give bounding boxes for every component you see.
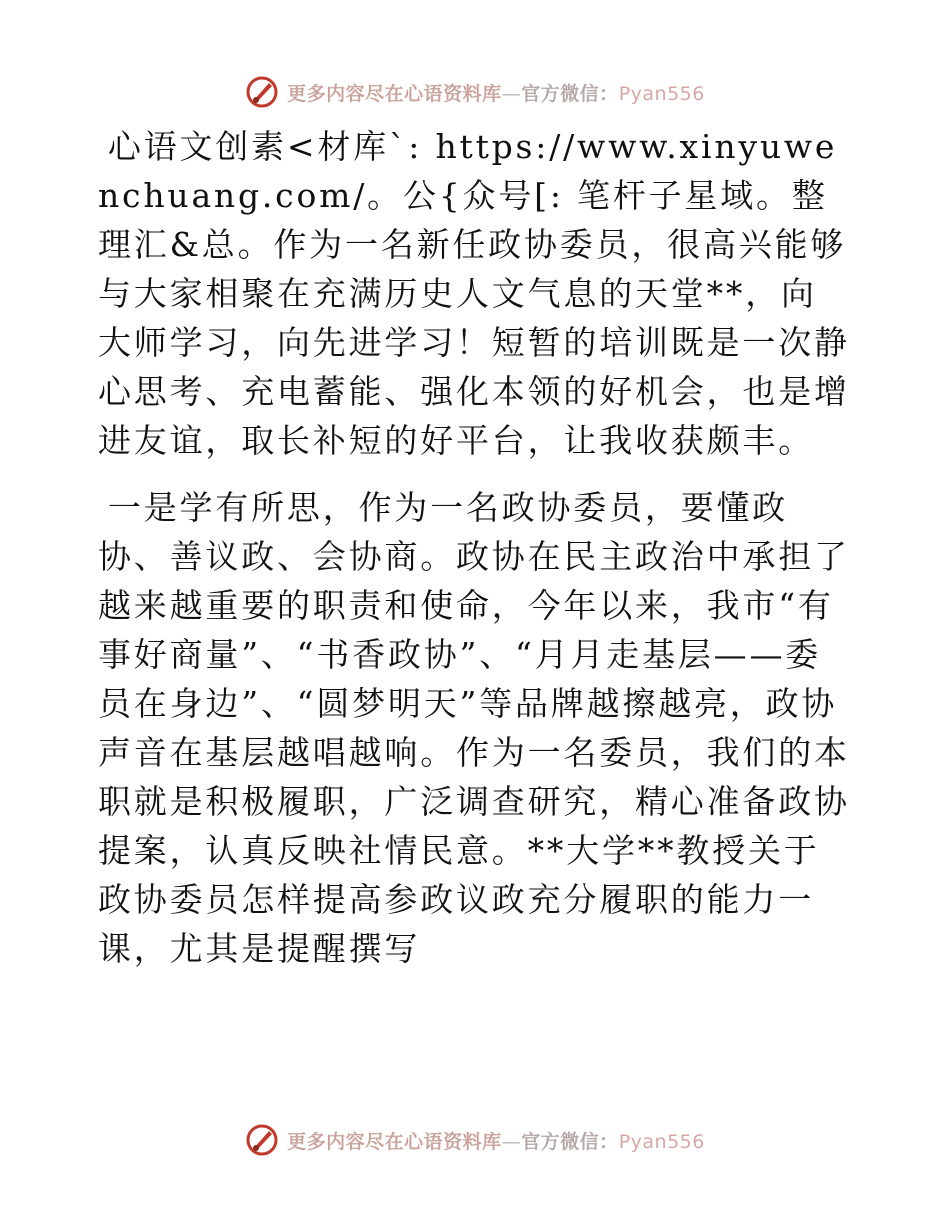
watermark-handle: Pyan556 [618, 82, 705, 105]
footer-watermark [0, 1118, 950, 1162]
watermark-contact-label: 官方微信： [521, 82, 619, 105]
paragraph-intro: 心语文创素<材库`: https://www.xinyuwenchuang.com/。公{众号[: 笔杆子星域。整理汇&总。作为一名新任政协委员，很高兴能够与大家相聚在充满历史人文气息的天堂**，向大师学习，向先进学习！短暂的培训既是一次静心思考、充电蓄能、强化本领的好机会，也是增进友谊，取长补短的好平台，让我收获颇丰。 [98, 127, 850, 460]
quill-logo-icon [245, 1123, 279, 1157]
watermark-separator: — [501, 1130, 522, 1153]
watermark-handle: Pyan556 [618, 1130, 705, 1153]
header-watermark [0, 70, 950, 114]
watermark-text [287, 1127, 705, 1154]
watermark-brand: 更多内容尽在心语资料库 [287, 1130, 502, 1153]
watermark-separator: — [501, 82, 522, 105]
watermark-text [287, 79, 705, 106]
watermark-contact-label: 官方微信： [521, 1130, 619, 1153]
paragraph-first-point: 一是学有所思，作为一名政协委员，要懂政协、善议政、会协商。政协在民主政治中承担了越来越重要的职责和使命，今年以来，我市“有事好商量”、“书香政协”、“月月走基层——委员在身边”、“圆梦明天”等品牌越擦越亮，政协声音在基层越唱越响。作为一名委员，我们的本职就是积极履职，广泛调查研究，精心准备政协提案，认真反映社情民意。**大学**教授关于政协委员怎样提高参政议政充分履职的能力一课，尤其是提醒撰写 [98, 488, 850, 968]
document-body [98, 122, 850, 973]
watermark-brand: 更多内容尽在心语资料库 [287, 82, 502, 105]
quill-logo-icon [245, 75, 279, 109]
